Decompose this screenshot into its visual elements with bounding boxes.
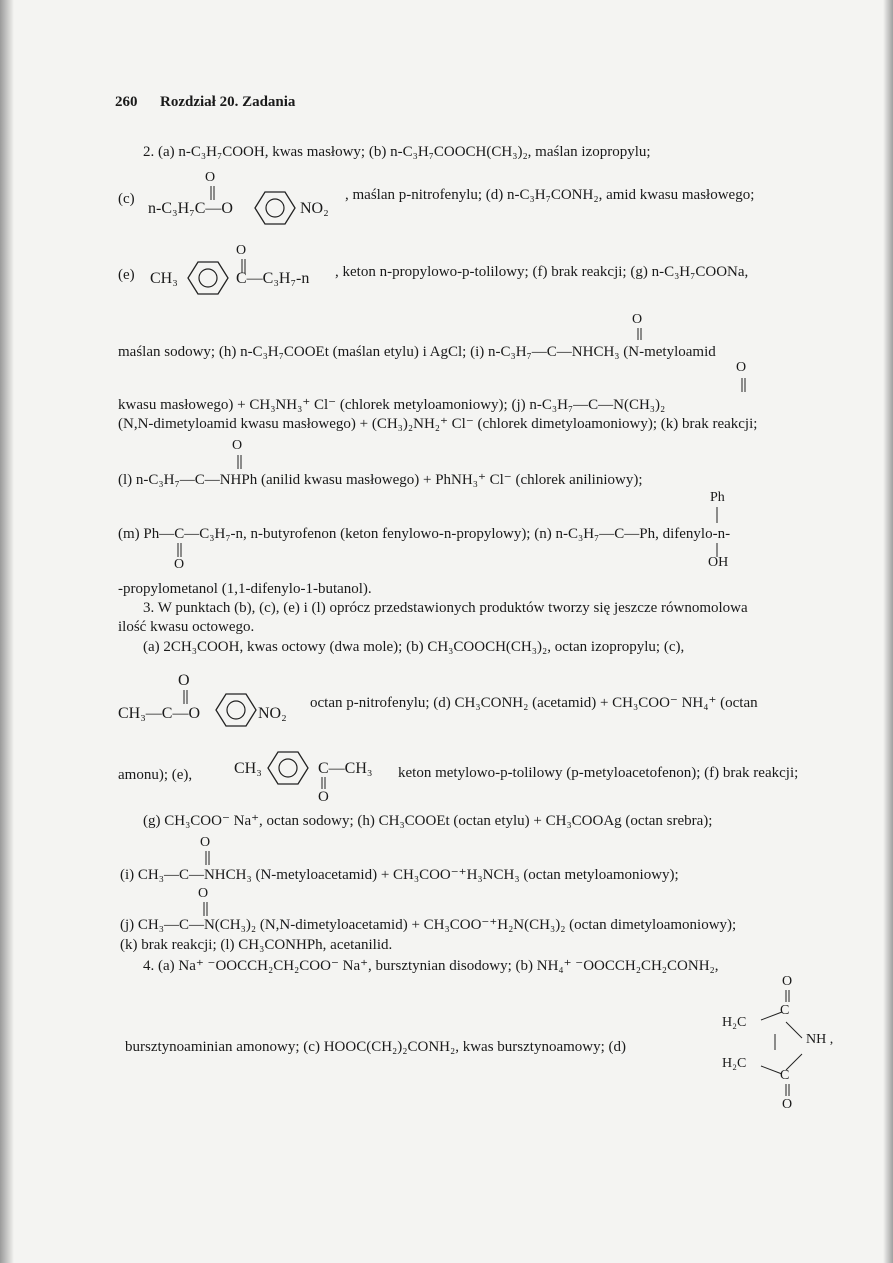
line-2h: maślan sodowy; (h) n-C₃H₇COOEt (maślan etylu) i AgCl; (i) n-C₃H₇—C—NHCH₃ (N-metyloamid [118,344,716,360]
line-2a: 2. (a) n-C₃H₇COOH, kwas masłowy; (b) n-C₃H₇COOCH(CH₃)₂, maślan izopropylu; [143,144,651,160]
line-3b: ilość kwasu octowego. [118,619,255,635]
line-2c-text: , maślan p-nitrofenylu; (d) n-C₃H₇CONH₂, amid kwasu masłowego; [345,187,755,203]
double-bond-mark [784,1084,792,1096]
carbonyl-o: O [232,438,243,453]
line-3g: (g) CH₃COO⁻ Na⁺, octan sodowy; (h) CH₃COOEt (octan etylu) + CH₃COOAg (octan srebra); [143,813,713,829]
carbonyl-o: O [205,170,216,185]
carbonyl-o: O [200,835,211,850]
carbonyl-o: O [782,974,793,989]
line-4a: 4. (a) Na⁺ ⁻OOCCH₂CH₂COO⁻ Na⁺, bursztynian disodowy; (b) NH₄⁺ ⁻OOCCH₂CH₂CONH₂, [143,958,719,974]
carbonyl-o: O [632,312,643,327]
carbonyl-o: O [736,360,747,375]
line-2m: (m) Ph—C—C₃H₇-n, n-butyrofenon (keton fenylowo-n-propylowy); (n) n-C₃H₇—C—Ph, difenylo-n- [118,526,731,542]
page-number: 260 [115,94,138,110]
line-2j: kwasu masłowego) + CH₃NH₃⁺ Cl⁻ (chlorek metyloamoniowy); (j) n-C₃H₇—C—N(CH₃)₂ [118,397,666,413]
carbonyl-o: O [178,672,190,689]
line-3c: (a) 2CH₃COOH, kwas octowy (dwa mole); (b) CH₃COOCH(CH₃)₂, octan izopropylu; (c), [143,639,685,655]
e3-chain: C—CH₃ [318,760,373,777]
line-3e-start: amonu); (e), [118,767,193,783]
bond-mark [715,507,719,523]
double-bond-mark [176,543,184,557]
no2-group: NO₂ [300,200,329,217]
c3-chain: CH₃—C—O [118,705,201,722]
line-4b: bursztynoaminian amonowy; (c) HOOC(CH₂)₂CONH₂, kwas bursztynoamowy; (d) [125,1039,627,1055]
ring-ch2: H₂C [722,1056,747,1071]
carbonyl-o: O [782,1097,793,1112]
ring-carbon: C [780,1003,790,1018]
double-bond-mark [636,328,644,340]
double-bond-mark [740,378,748,392]
ring-nh: NH , [806,1032,834,1047]
line-3i: (i) CH₃—C—NHCH₃ (N-metyloacetamid) + CH₃COO⁻⁺H₃NCH₃ (octan metyloamoniowy); [120,867,679,883]
hydroxyl-label: OH [708,555,729,570]
benzene-ring-3e [260,748,320,788]
carbonyl-o: O [174,557,185,572]
carbonyl-o: O [198,886,209,901]
line-2e-text: , keton n-propylowo-p-tolilowy; (f) brak reakcji; (g) n-C₃H₇COONa, [335,264,749,280]
benzene-ring-c [243,188,303,228]
chapter-title: Rozdział 20. Zadania [160,94,296,110]
line-2l: (l) n-C₃H₇—C—NHPh (anilid kwasu masłowego) + PhNH₃⁺ Cl⁻ (chlorek aniliniowy); [118,472,643,488]
e-ch3: CH₃ [150,270,178,287]
double-bond-mark [784,990,792,1002]
line-2j2: (N,N-dimetyloamid kwasu masłowego) + (CH₃)₂NH₂⁺ Cl⁻ (chlorek dimetyloamoniowy); (k) brak reakcji; [118,416,758,432]
line-3j: (j) CH₃—C—N(CH₃)₂ (N,N-dimetyloacetamid) + CH₃COO⁻⁺H₂N(CH₃)₂ (octan dimetyloamoniowy); [120,917,737,933]
carbonyl-o: O [318,789,329,805]
ring-ch2: H₂C [722,1015,747,1030]
page-edge-left [0,0,14,1263]
benzene-ring-e [180,258,240,298]
line-3e-text: keton metylowo-p-tolilowy (p-metyloacetofenon); (f) brak reakcji; [398,765,799,781]
double-bond-mark [182,690,190,704]
line-2-end: -propylometanol (1,1-difenylo-1-butanol). [118,581,372,597]
e-chain: C—C₃H₇-n [236,270,310,287]
line-3a: 3. W punktach (b), (c), (e) i (l) oprócz przedstawionych produktów tworzy się jeszcze równomolowa [143,600,748,616]
double-bond-mark [320,777,328,789]
double-bond-mark [209,186,217,200]
carbonyl-o: O [236,243,247,258]
double-bond-mark [202,902,210,916]
double-bond-mark [236,455,244,469]
phenyl-label: Ph [710,490,725,505]
e3-ch3: CH₃ [234,760,262,777]
label-e: (e) [118,267,135,283]
ring-carbon: C [780,1068,790,1083]
page-edge-right [883,0,893,1263]
no2-group: NO₂ [258,705,287,722]
line-3c-text: octan p-nitrofenylu; (d) CH₃CONH₂ (acetamid) + CH₃COO⁻ NH₄⁺ (octan [310,695,758,711]
double-bond-mark [204,851,212,865]
label-c: (c) [118,191,135,207]
line-3k: (k) brak reakcji; (l) CH₃CONHPh, acetanilid. [120,937,393,953]
c-chain: n-C₃H₇C—O [148,200,233,217]
